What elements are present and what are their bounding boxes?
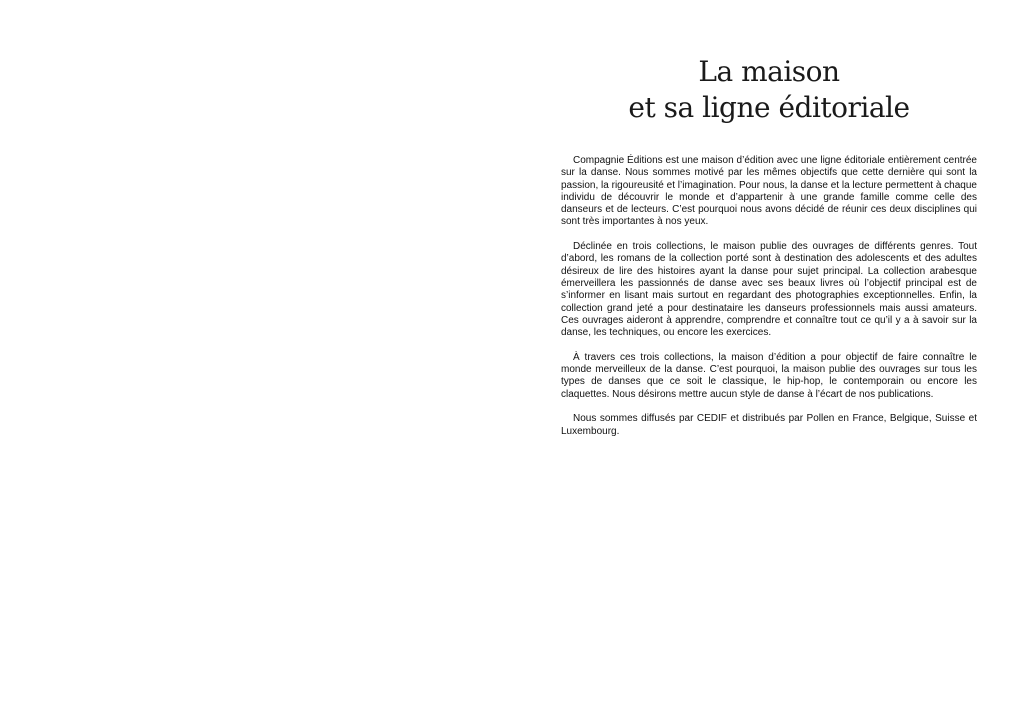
paragraph-intro: Compagnie Éditions est une maison d’édition avec une ligne éditoriale entièrement centrée sur la danse. Nous sommes motivé par les mêmes objectifs que cette dernière qui sont la passion, la rigoureusité et l’imagination. Pour nous, la danse et la lecture permettent à chaque individu de découvrir le monde et d’appartenir à une grande famille comme celle des danseurs et de lecteurs. C’est pourquoi nous avons décidé de réunir ces deux disciplines qui sont très importantes à nos yeux. bbox=[561, 155, 977, 228]
paragraph-collections: Déclinée en trois collections, le maison publie des ouvrages de différents genres. Tout d’abord, les romans de la collection porté sont à destination des adolescents et des adultes désireux de lire des histoires ayant la danse pour sujet principal. La collection arabesque émerveillera les passionnés de danse avec ses beaux livres où l’objectif principal est de s’informer en lisant mais surtout en regardant des photographies exceptionnelles. Enfin, la collection grand jeté a pour destinataire les danseurs professionnels mais aussi amateurs. Ces ouvrages aideront à apprendre, comprendre et connaître tout ce qu’il y a à savoir sur la danse, les techniques, ou encore les exercices. bbox=[561, 241, 977, 339]
title-line-1: La maison bbox=[698, 55, 840, 88]
title-line-2: et sa ligne éditoriale bbox=[628, 91, 910, 124]
page-title bbox=[561, 54, 977, 126]
paragraph-distribution: Nous sommes diffusés par CEDIF et distribués par Pollen en France, Belgique, Suisse et Luxembourg. bbox=[561, 413, 977, 437]
paragraph-objective: À travers ces trois collections, la maison d’édition a pour objectif de faire connaître le monde merveilleux de la danse. C’est pourquoi, la maison publie des ouvrages sur tous les types de danses que ce soit le classique, le hip-hop, le contemporain ou encore les claquettes. Nous désirons mettre aucun style de danse à l’écart de nos publications. bbox=[561, 351, 977, 400]
body-text bbox=[561, 155, 977, 450]
